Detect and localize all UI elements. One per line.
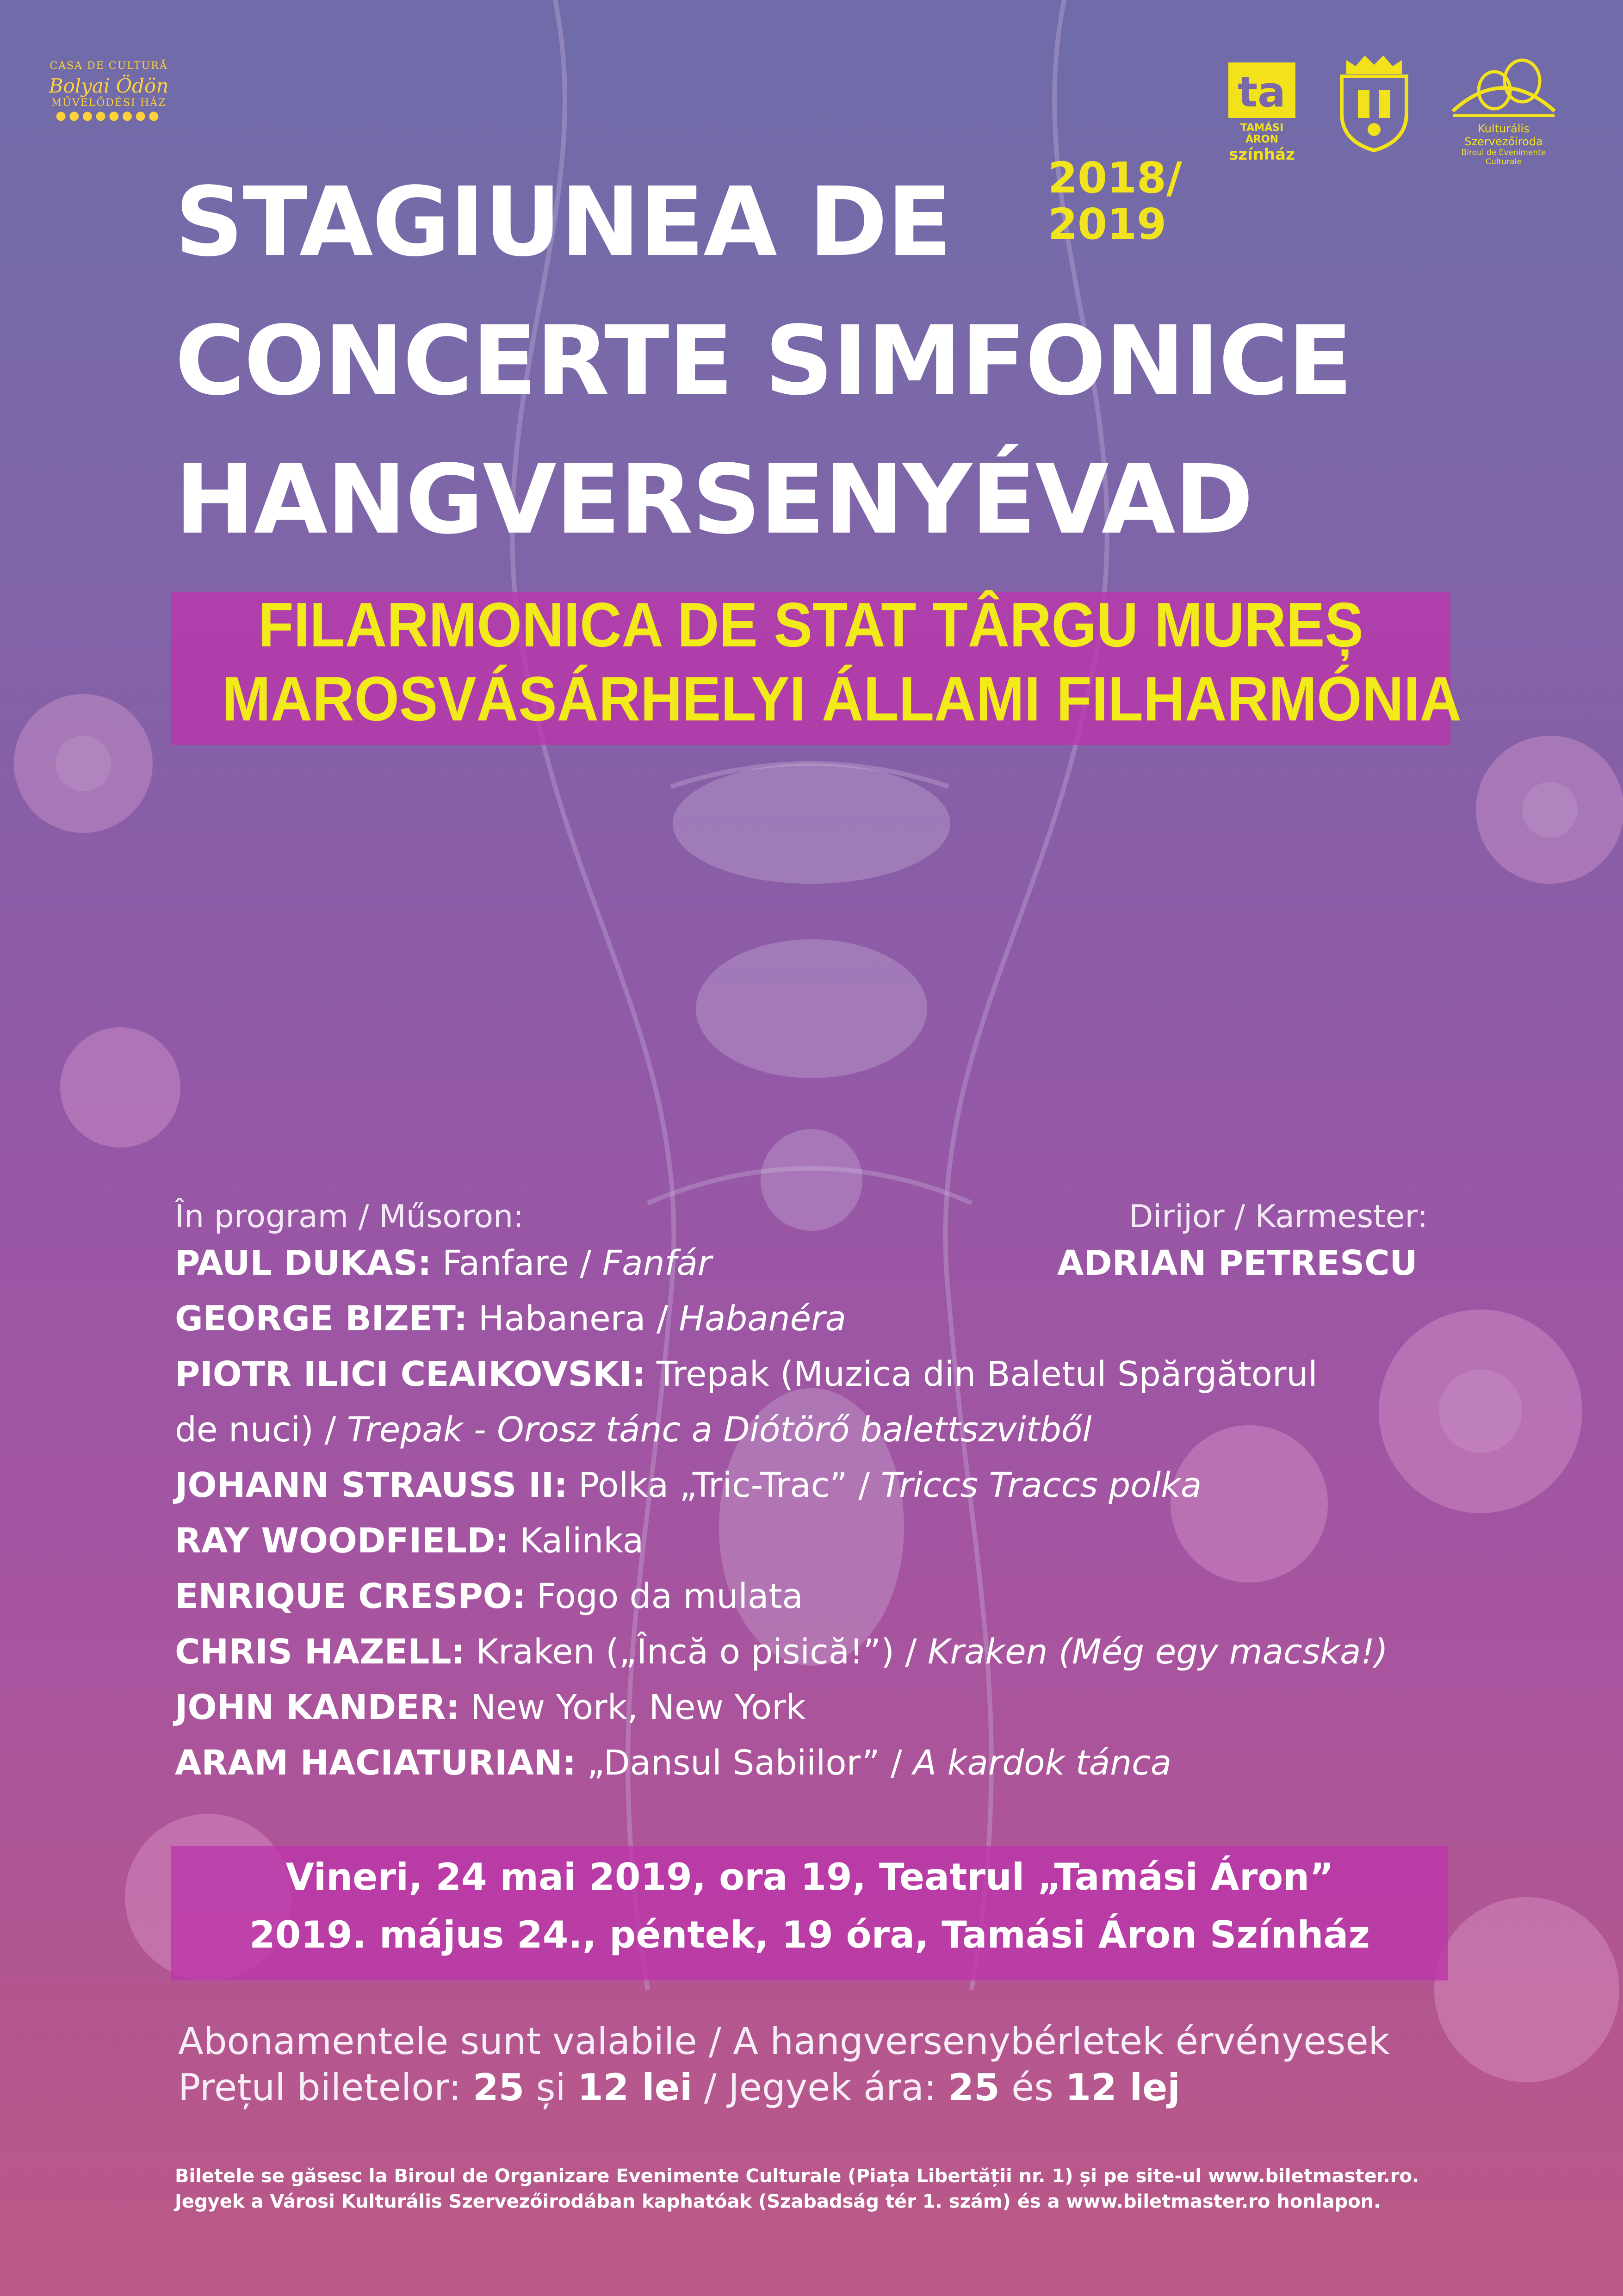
program-item xyxy=(175,1402,1092,1458)
city-coat-of-arms-logo xyxy=(1332,53,1416,153)
work-title-hu: Fanfár xyxy=(602,1243,712,1283)
casa-logo-sub: MŰVELŐDÉSI HÁZ xyxy=(51,97,167,109)
price-conjunction-hu: és xyxy=(999,2066,1065,2109)
composer-name: PAUL DUKAS: xyxy=(175,1243,432,1283)
work-title-hu: Trepak - Orosz tánc a Diótörő balettszvitből xyxy=(347,1410,1092,1450)
office-logo-line2: Biroul de Evenimente Culturale xyxy=(1461,148,1546,167)
program-item xyxy=(175,1291,846,1347)
program-item xyxy=(175,1624,1388,1680)
composer-name: PIOTR ILICI CEAIKOVSKI: xyxy=(175,1354,646,1394)
price-conjunction-ro: și xyxy=(524,2066,578,2109)
work-title-ro: Kraken („Încă o pisică!”) / xyxy=(465,1632,928,1672)
work-title-ro: de nuci) / xyxy=(175,1410,347,1450)
program-item xyxy=(175,1235,712,1291)
theater-logo-word: színház xyxy=(1229,145,1295,164)
work-title-ro: Habanera / xyxy=(467,1299,679,1339)
casa-logo-dots: ●●●●●●●● xyxy=(56,109,162,123)
footer-note-hu: Jegyek a Városi Kulturális Szervezőirodában kaphatóak (Szabadság tér 1. szám) és a www.biletmaster.ro honlapon. xyxy=(175,2191,1381,2212)
event-date-hu: 2019. május 24., péntek, 19 óra, Tamási Áron Színház xyxy=(249,1913,1370,1956)
casa-logo-name: Bolyai Ödön xyxy=(49,74,169,97)
work-title-hu: A kardok tánca xyxy=(913,1743,1172,1783)
season-line-2: 2019 xyxy=(1048,199,1167,249)
price-value: 12 lej xyxy=(1065,2066,1180,2109)
price-value: 12 lei xyxy=(577,2066,693,2109)
orchestra-name-hu: MAROSVÁSÁRHELYI ÁLLAMI FILHARMÓNIA xyxy=(222,664,1462,734)
work-title-ro: Fanfare / xyxy=(431,1243,602,1283)
casa-de-cultura-logo xyxy=(25,60,192,139)
work-title-ro: Polka „Tric-Trac” / xyxy=(567,1465,881,1505)
work-title-ro: Kalinka xyxy=(509,1521,644,1561)
theater-logo-mark-icon xyxy=(1224,60,1300,120)
work-title-hu: Habanéra xyxy=(679,1299,846,1339)
work-title-ro: New York, New York xyxy=(459,1688,806,1727)
composer-name: JOHANN STRAUSS II: xyxy=(175,1465,568,1505)
ticket-prices xyxy=(178,2066,1180,2109)
page-title xyxy=(175,153,1517,569)
orchestra-name-ro: FILARMONICA DE STAT TÂRGU MUREȘ xyxy=(258,590,1363,660)
work-title-hu: Kraken (Még egy macska!) xyxy=(927,1632,1388,1672)
work-title-ro: Trepak (Muzica din Baletul Spărgătorul xyxy=(645,1354,1318,1394)
work-title-ro: Fogo da mulata xyxy=(526,1576,803,1616)
svg-text:ta: ta xyxy=(1238,68,1286,117)
composer-name: CHRIS HAZELL: xyxy=(175,1632,465,1672)
composer-name: RAY WOODFIELD: xyxy=(175,1521,509,1561)
theater-masks-icon xyxy=(1443,56,1564,120)
title-line-3: HANGVERSENYÉVAD xyxy=(175,444,1253,555)
price-label-hu: / Jegyek ára: xyxy=(692,2066,948,2109)
program-item xyxy=(175,1735,1171,1791)
subscription-note: Abonamentele sunt valabile / A hangversenybérletek érvényesek xyxy=(178,2020,1390,2063)
tamasi-aron-theater-logo xyxy=(1224,60,1300,164)
program-item xyxy=(175,1680,805,1735)
program-label: În program / Műsoron: xyxy=(175,1198,524,1235)
program-item xyxy=(175,1569,803,1624)
season-years xyxy=(1048,155,1182,248)
season-line-1: 2018/ xyxy=(1048,153,1182,203)
program-item xyxy=(175,1458,1202,1513)
office-logo-line1: Kulturális Szervezőiroda xyxy=(1464,122,1543,148)
composer-name: GEORGE BIZET: xyxy=(175,1299,468,1339)
work-title-ro: „Dansul Sabiilor” / xyxy=(576,1743,913,1783)
composer-name: ARAM HACIATURIAN: xyxy=(175,1743,576,1783)
price-value: 25 xyxy=(948,2066,1000,2109)
footer-note-ro: Biletele se găsesc la Biroul de Organizare Evenimente Culturale (Piața Libertății nr. 1) și pe site-ul www.biletmaster.ro. xyxy=(175,2166,1419,2187)
program-item xyxy=(175,1347,1318,1402)
coat-of-arms-icon xyxy=(1332,53,1416,153)
work-title-hu: Triccs Traccs polka xyxy=(880,1465,1202,1505)
casa-logo-small-text: CASA DE CULTURĂ xyxy=(50,60,168,72)
event-date-ro: Vineri, 24 mai 2019, ora 19, Teatrul „Tamási Áron” xyxy=(285,1855,1334,1899)
cultural-office-logo xyxy=(1443,56,1564,167)
program-item xyxy=(175,1513,644,1569)
theater-logo-name: TAMÁSI ÁRON xyxy=(1240,122,1284,145)
composer-name: ENRIQUE CRESPO: xyxy=(175,1576,526,1616)
conductor-label: Dirijor / Karmester: xyxy=(1129,1198,1428,1235)
price-label-ro: Prețul biletelor: xyxy=(178,2066,473,2109)
title-line-1: STAGIUNEA DE xyxy=(175,167,951,278)
conductor-name: ADRIAN PETRESCU xyxy=(1057,1243,1418,1283)
title-line-2: CONCERTE SIMFONICE xyxy=(175,305,1352,416)
price-value: 25 xyxy=(473,2066,525,2109)
composer-name: JOHN KANDER: xyxy=(175,1688,460,1727)
orchestra-name xyxy=(222,588,1462,736)
